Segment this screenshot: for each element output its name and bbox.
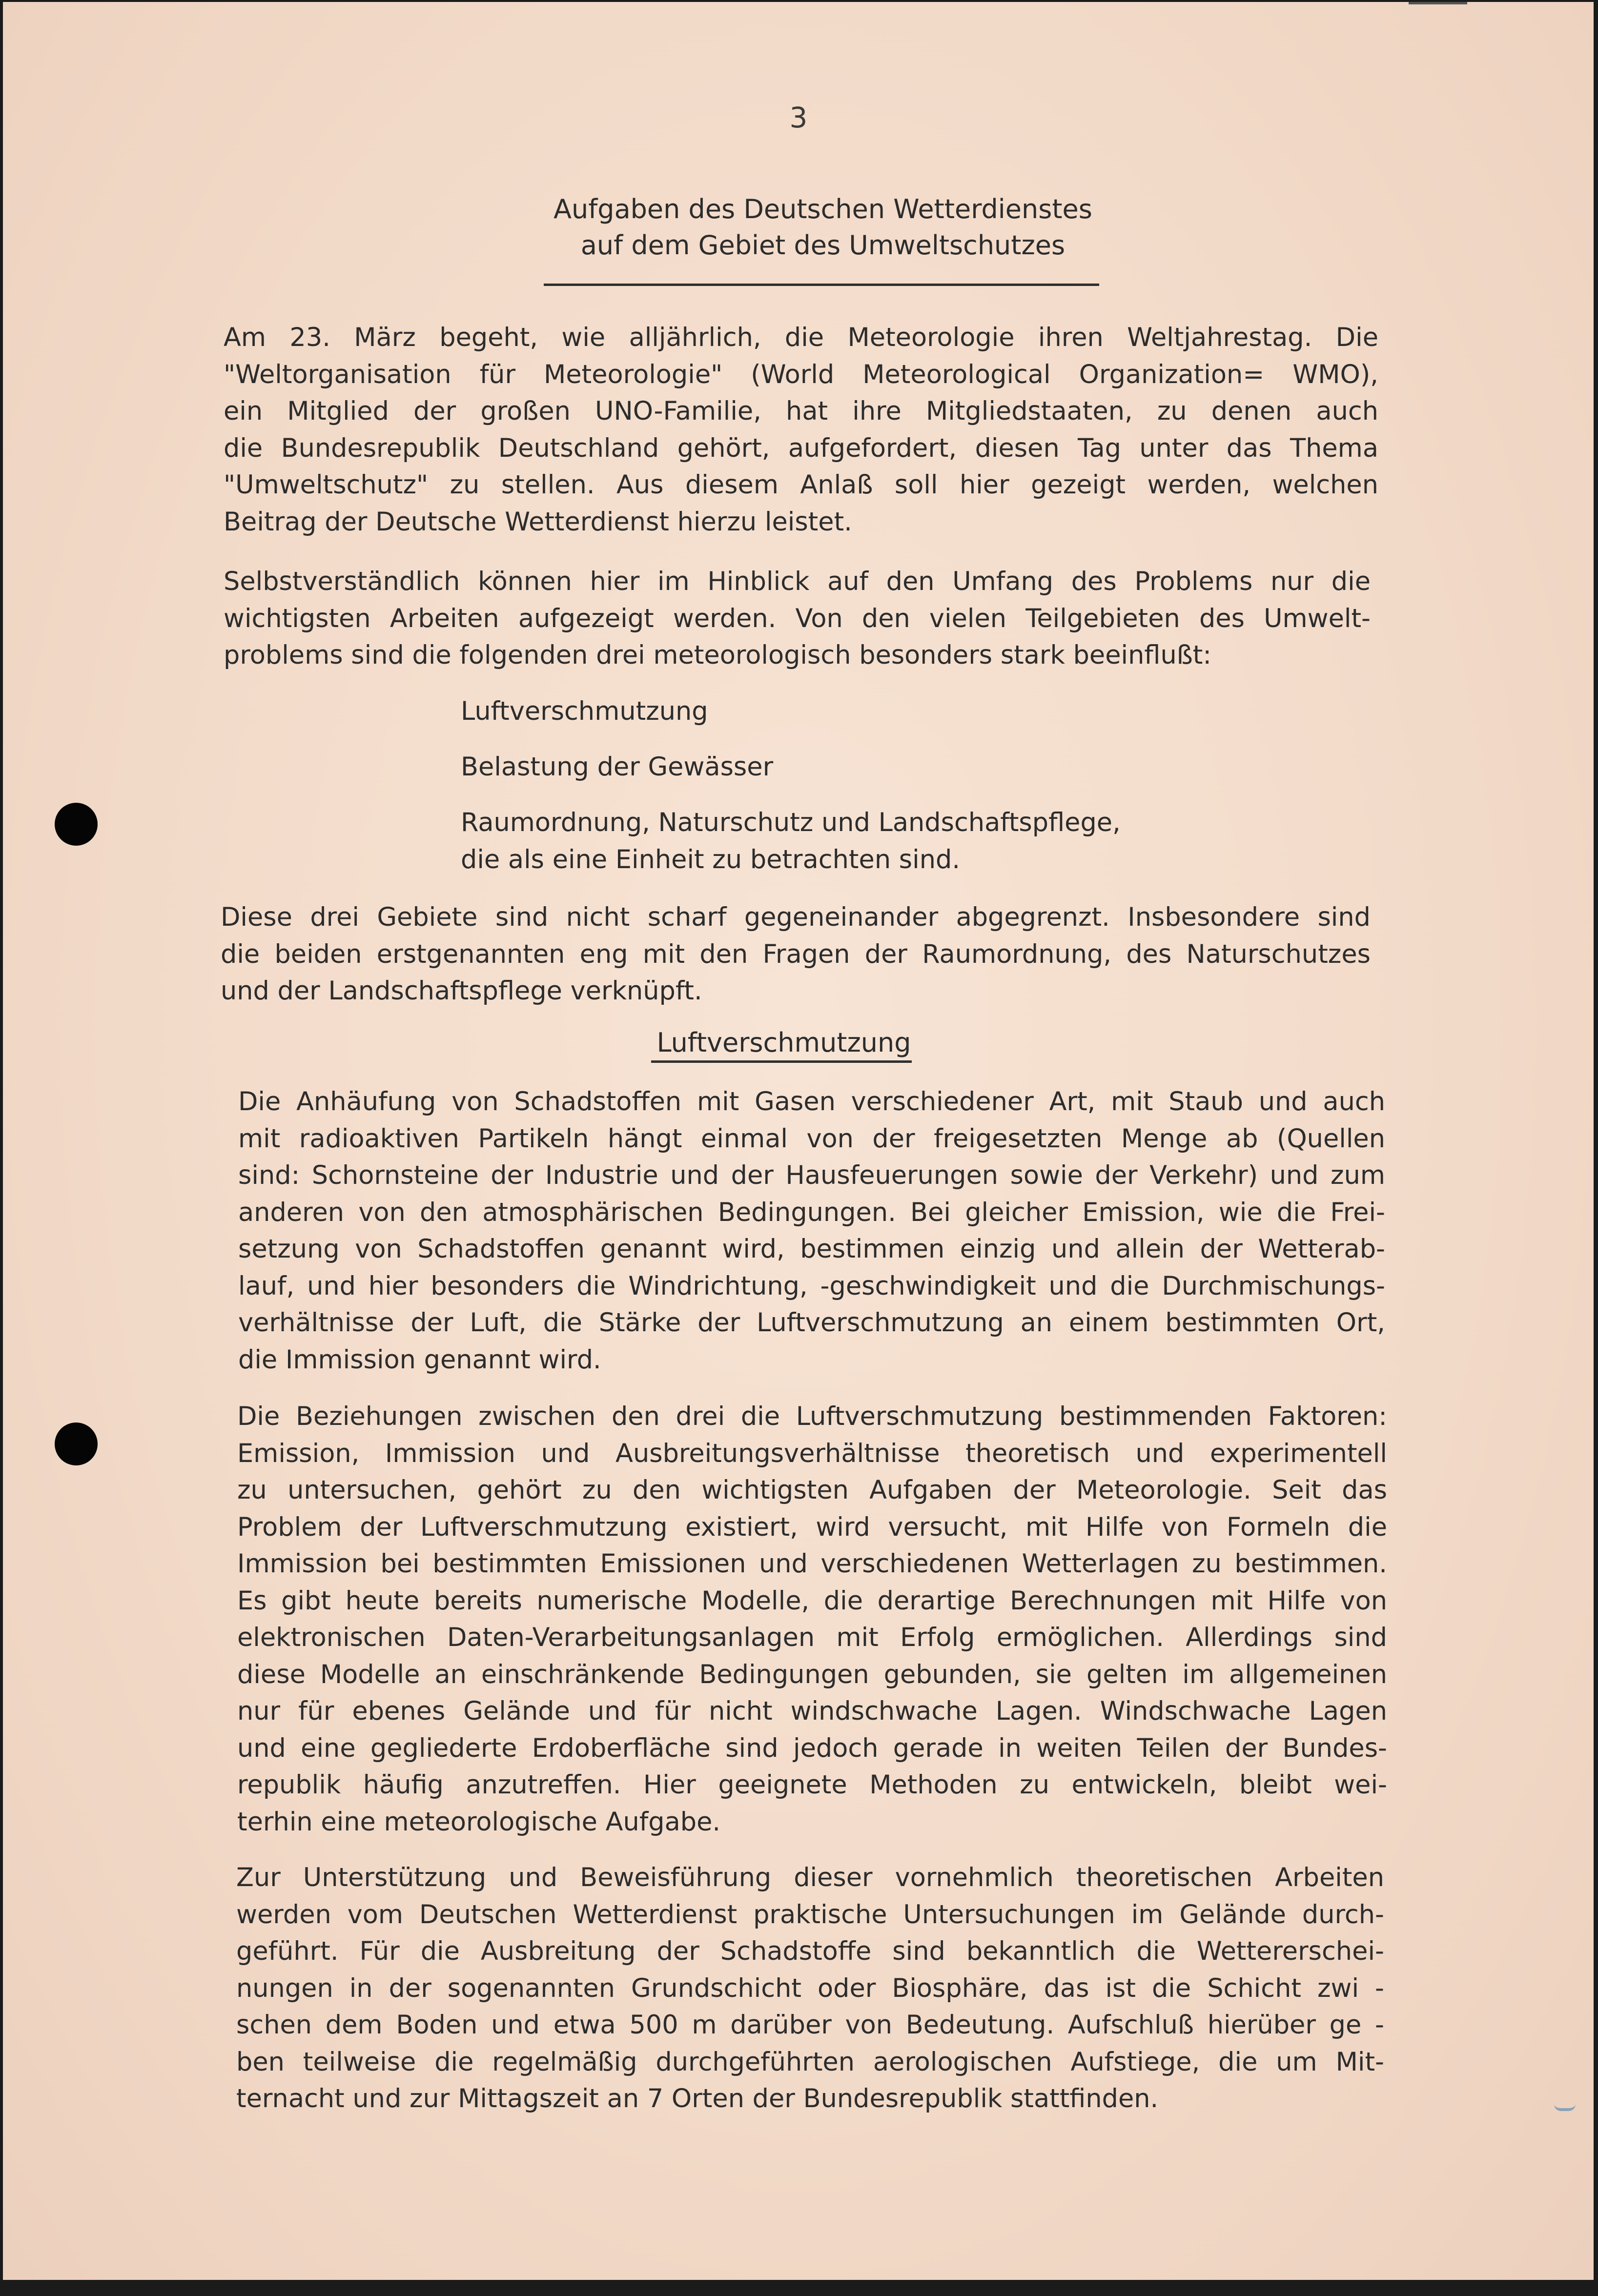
text-line: Emission, Immission und Ausbreitungsverhältnisse theoretisch und experimentell <box>237 1438 1387 1468</box>
text-line: ternacht und zur Mittagszeit an 7 Orten der Bundesrepublik stattfinden. <box>236 2084 1159 2113</box>
text-line: elektronischen Daten-Verarbeitungsanlagen mit Erfolg ermöglichen. Allerdings sind <box>237 1623 1387 1652</box>
text-line: werden vom Deutschen Wetterdienst praktische Untersuchungen im Gelände durch- <box>236 1899 1384 1930</box>
section-paragraph-3 <box>236 1859 1384 2117</box>
text-line: und eine gegliederte Erdoberfläche sind jedoch gerade in weiten Teilen der Bundes- <box>237 1733 1387 1763</box>
section-heading-underline <box>651 1060 912 1063</box>
text-line: Es gibt heute bereits numerische Modelle, die derartige Berechnungen mit Hilfe von <box>237 1585 1387 1616</box>
text-line: Beitrag der Deutsche Wetterdienst hierzu leistet. <box>224 507 852 537</box>
text-line: anderen von den atmosphärischen Bedingungen. Bei gleicher Emission, wie die Frei- <box>238 1197 1385 1227</box>
text-line: lauf, und hier besonders die Windrichtung, -geschwindigkeit und die Durchmischungs- <box>238 1271 1385 1301</box>
text-line: Diese drei Gebiete sind nicht scharf gegeneinander abgegrenzt. Insbesondere sind <box>221 902 1371 932</box>
document-title <box>491 191 1155 264</box>
text-line: mit radioaktiven Partikeln hängt einmal von der freigesetzten Menge ab (Quellen <box>238 1123 1385 1154</box>
text-line: die Immission genannt wird. <box>238 1344 601 1375</box>
text-line: Am 23. März begeht, wie alljährlich, die Meteorologie ihren Weltjahrestag. Die <box>224 323 1378 352</box>
section-paragraph-1 <box>238 1083 1385 1378</box>
text-line: "Weltorganisation für Meteorologie" (World Meteorological Organization= WMO), <box>224 359 1378 389</box>
text-line: Immission bei bestimmten Emissionen und verschiedenen Wetterlagen zu bestimmen. <box>237 1549 1387 1579</box>
text-line: Zur Unterstützung und Beweisführung dieser vornehmlich theoretischen Arbeiten <box>236 1863 1384 1892</box>
text-line: und der Landschaftspflege verknüpft. <box>221 976 702 1006</box>
list-item-line: Raumordnung, Naturschutz und Landschaftspflege, <box>461 808 1121 837</box>
text-line: Problem der Luftverschmutzung existiert, wird versucht, mit Hilfe von Formeln die <box>237 1512 1387 1542</box>
edge-mark <box>1554 2104 1576 2111</box>
third-paragraph <box>221 899 1371 1010</box>
text-line: setzung von Schadstoffen genannt wird, bestimmen einzig und allein der Wetterab- <box>238 1234 1385 1264</box>
top-edge-mark <box>1409 2 1467 4</box>
text-line: ein Mitglied der großen UNO-Familie, hat ihre Mitgliedstaaten, zu denen auch <box>224 396 1378 426</box>
text-line: Die Anhäufung von Schadstoffen mit Gasen verschiedener Art, mit Staub und auch <box>238 1087 1385 1117</box>
text-line: wichtigsten Arbeiten aufgezeigt werden. Von den vielen Teilgebieten des Umwelt- <box>224 603 1371 633</box>
text-line: terhin eine meteorologische Aufgabe. <box>237 1807 721 1837</box>
text-line: sind: Schornsteine der Industrie und der Hausfeuerungen sowie der Verkehr) und zum <box>238 1160 1385 1190</box>
list-item-raumordnung <box>461 804 1121 878</box>
text-line: Selbstverständlich können hier im Hinblick auf den Umfang des Problems nur die <box>224 567 1371 596</box>
text-line: "Umweltschutz" zu stellen. Aus diesem Anlaß soll hier gezeigt werden, welchen <box>224 470 1378 500</box>
punch-hole-upper <box>55 803 98 846</box>
page-number: 3 <box>789 101 808 134</box>
title-line-2: auf dem Gebiet des Umweltschutzes <box>580 230 1065 261</box>
section-paragraph-2 <box>237 1398 1387 1840</box>
list-item-luftverschmutzung: Luftverschmutzung <box>461 696 708 726</box>
second-paragraph <box>224 563 1371 674</box>
list-item-line: die als eine Einheit zu betrachten sind. <box>461 844 961 874</box>
text-line: republik häufig anzutreffen. Hier geeignete Methoden zu entwickeln, bleibt wei- <box>237 1770 1387 1800</box>
title-underline <box>544 284 1099 286</box>
text-line: verhältnisse der Luft, die Stärke der Luftverschmutzung an einem bestimmten Ort, <box>238 1308 1385 1338</box>
text-line: die Bundesrepublik Deutschland gehört, aufgefordert, diesen Tag unter das Thema <box>224 433 1378 463</box>
list-item-gewaesser: Belastung der Gewässer <box>461 752 774 782</box>
section-heading: Luftverschmutzung <box>656 1027 911 1058</box>
text-line: problems sind die folgenden drei meteorologisch besonders stark beeinflußt: <box>224 640 1212 670</box>
document-page <box>3 2 1594 2280</box>
punch-hole-lower <box>55 1422 98 1465</box>
intro-paragraph <box>224 319 1378 540</box>
text-line: ben teilweise die regelmäßig durchgeführten aerologischen Aufstiege, die um Mit- <box>236 2047 1384 2077</box>
text-line: die beiden erstgenannten eng mit den Fragen der Raumordnung, des Naturschutzes <box>221 939 1371 969</box>
text-line: nungen in der sogenannten Grundschicht oder Biosphäre, das ist die Schicht zwi - <box>236 1973 1384 2003</box>
text-line: zu untersuchen, gehört zu den wichtigsten Aufgaben der Meteorologie. Seit das <box>237 1475 1387 1505</box>
text-line: Die Beziehungen zwischen den drei die Luftverschmutzung bestimmenden Faktoren: <box>237 1402 1387 1431</box>
text-line: geführt. Für die Ausbreitung der Schadstoffe sind bekanntlich die Wettererschei- <box>236 1936 1384 1966</box>
title-line-1: Aufgaben des Deutschen Wetterdienstes <box>553 194 1092 224</box>
text-line: schen dem Boden und etwa 500 m darüber von Bedeutung. Aufschluß hierüber ge - <box>236 2010 1384 2040</box>
text-line: nur für ebenes Gelände und für nicht windschwache Lagen. Windschwache Lagen <box>237 1696 1387 1726</box>
text-line: diese Modelle an einschränkende Bedingungen gebunden, sie gelten im allgemeinen <box>237 1659 1387 1689</box>
